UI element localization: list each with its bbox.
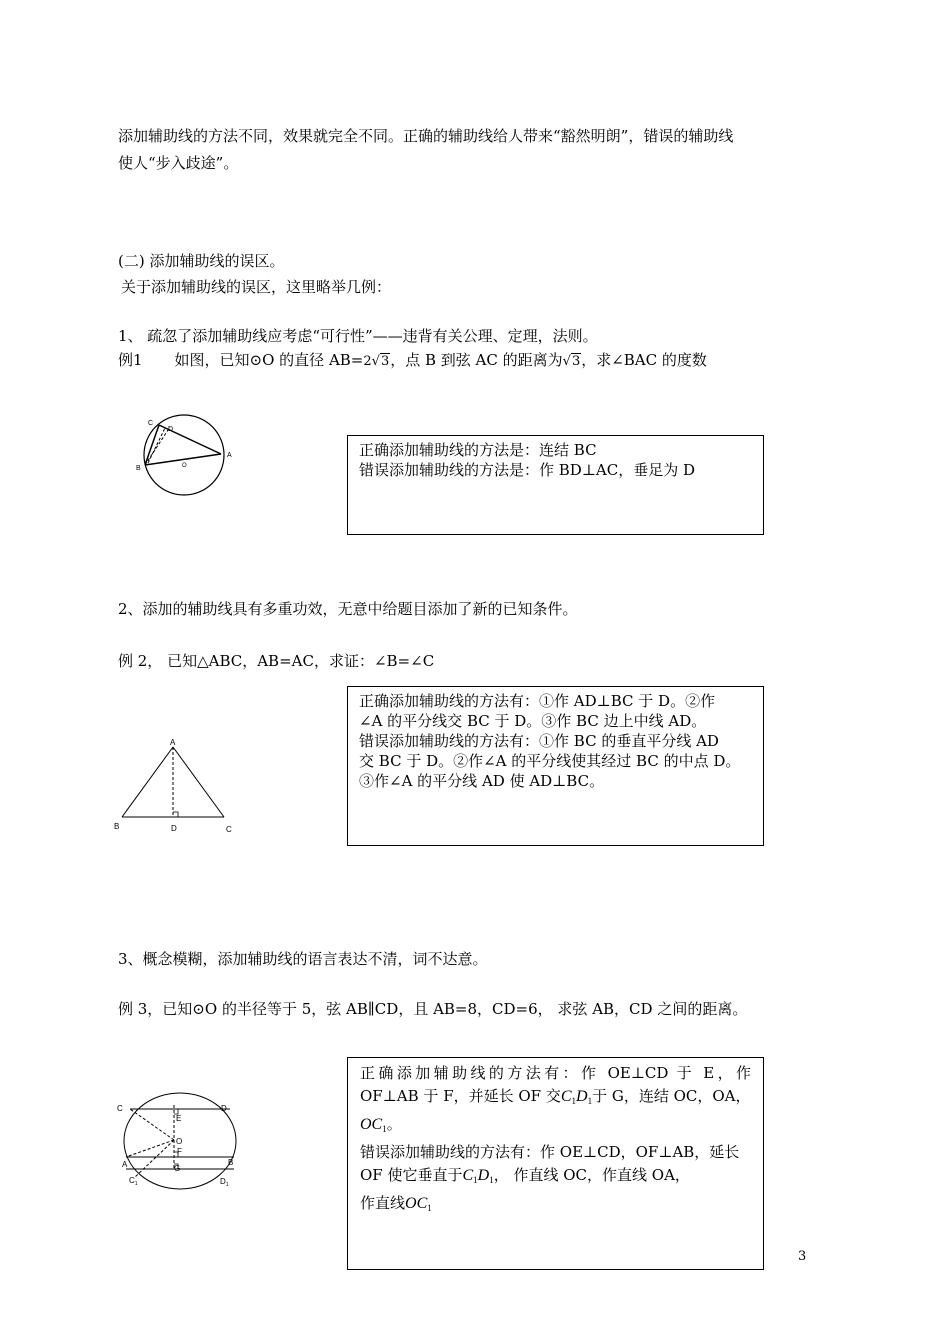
label-d: D	[168, 426, 174, 433]
label-c: C	[117, 1104, 123, 1113]
item-2-example: 例 2， 已知△ABC，AB=AC，求证：∠B=∠C	[118, 652, 435, 670]
correct-method-line: OF⊥AB 于 F，并延长 OF 交$C_1D_1$于 G，连结 OC，OA，	[360, 1087, 751, 1106]
wrong-method-line: 错误添加辅助线的方法有：作 OE⊥CD，OF⊥AB，延长	[360, 1143, 740, 1161]
item-1-method-box	[347, 435, 764, 535]
wrong-method-line: 作直线$OC_1$	[360, 1194, 432, 1213]
wrong-method: 错误添加辅助线的方法是：作 BD⊥AC，垂足为 D	[359, 461, 696, 479]
item-3-method-box	[347, 1057, 764, 1270]
item-1-example	[118, 349, 707, 373]
math-c1d1: $C_1D_1$	[462, 1167, 494, 1185]
example-text-c: ，求∠BAC 的度数	[581, 351, 707, 369]
correct-method: 正确添加辅助线的方法是：连结 BC	[359, 441, 597, 459]
label-a: A	[227, 452, 232, 459]
math-c1d1: $C_1D_1$	[560, 1088, 593, 1106]
coefficient: 2	[363, 354, 372, 369]
item-1-title: 1、 疏忽了添加辅助线应考虑“可行性”——违背有关公理、定理，法则。	[118, 327, 598, 345]
correct-method-line: ∠A 的平分线交 BC 于 D。③作 BC 边上中线 AD。	[359, 712, 707, 730]
label-o: O	[182, 463, 187, 469]
label-f: F	[177, 1147, 182, 1156]
item-3-title: 3、概念模糊，添加辅助线的语言表达不清，词不达意。	[118, 950, 488, 968]
intro-line-2: 使人“步入歧途”。	[118, 154, 239, 172]
correct-method-line: $OC_1$。	[360, 1115, 402, 1134]
math-sqrt-3: √3	[562, 354, 581, 369]
label-o: O	[176, 1137, 183, 1146]
label-c1: $C_1$	[129, 1176, 138, 1187]
example-text: 如图，已知⊙O 的直径 AB=	[174, 351, 364, 369]
section-subheading: 关于添加辅助线的误区，这里略举几例：	[121, 278, 392, 296]
label-b: B	[114, 822, 120, 831]
section-heading: (二) 添加辅助线的误区。	[118, 252, 285, 270]
circle-figure-3	[112, 1085, 247, 1195]
radicand: 3	[380, 354, 390, 369]
label-b: B	[136, 465, 141, 472]
label-b: B	[228, 1158, 234, 1167]
wrong-method-line: OF 使它垂直于$C_1D_1$， 作直线 OC，作直线 OA，	[360, 1166, 690, 1185]
label-g: G	[174, 1164, 181, 1173]
circle-figure-1	[132, 408, 242, 502]
page-number: 3	[798, 1249, 807, 1264]
triangle-figure	[112, 735, 242, 835]
item-2-method-box	[347, 686, 764, 846]
example-label: 例1	[118, 351, 143, 369]
item-2-title: 2、添加的辅助线具有多重功效，无意中给题目添加了新的已知条件。	[118, 600, 578, 618]
intro-line-1: 添加辅助线的方法不同，效果就完全不同。正确的辅助线给人带来“豁然明朗”，错误的辅助线	[118, 127, 734, 145]
label-d: D	[221, 1104, 227, 1113]
wrong-method-line: 交 BC 于 D。②作∠A 的平分线使其经过 BC 的中点 D。	[359, 752, 741, 770]
label-c: C	[148, 420, 154, 427]
example-text-b: ，点 B 到弦 AC 的距离为	[390, 351, 563, 369]
math-oc1: $OC_1$	[405, 1195, 432, 1213]
correct-method-line: 正确添加辅助线的方法有：作 OE⊥CD 于 E，作	[360, 1064, 751, 1082]
label-a: A	[122, 1160, 128, 1169]
item-3-example: 例 3，已知⊙O 的半径等于 5，弦 AB∥CD，且 AB=8，CD=6， 求弦 AB，CD 之间的距离。	[118, 1000, 748, 1018]
label-d1: $D_1$	[220, 1177, 229, 1188]
wrong-method-line: ③作∠A 的平分线 AD 使 AD⊥BC。	[359, 772, 605, 790]
wrong-method-line: 错误添加辅助线的方法有：①作 BC 的垂直平分线 AD	[359, 732, 719, 750]
math-2-sqrt-3: 2√3	[363, 354, 390, 369]
label-c: C	[226, 825, 232, 834]
label-a: A	[170, 738, 176, 747]
correct-method-line: 正确添加辅助线的方法有：①作 AD⊥BC 于 D。②作	[359, 692, 716, 710]
label-e: E	[176, 1114, 182, 1123]
label-d: D	[171, 824, 177, 833]
radicand: 3	[571, 354, 581, 369]
math-oc1: $OC_1$	[360, 1116, 387, 1134]
